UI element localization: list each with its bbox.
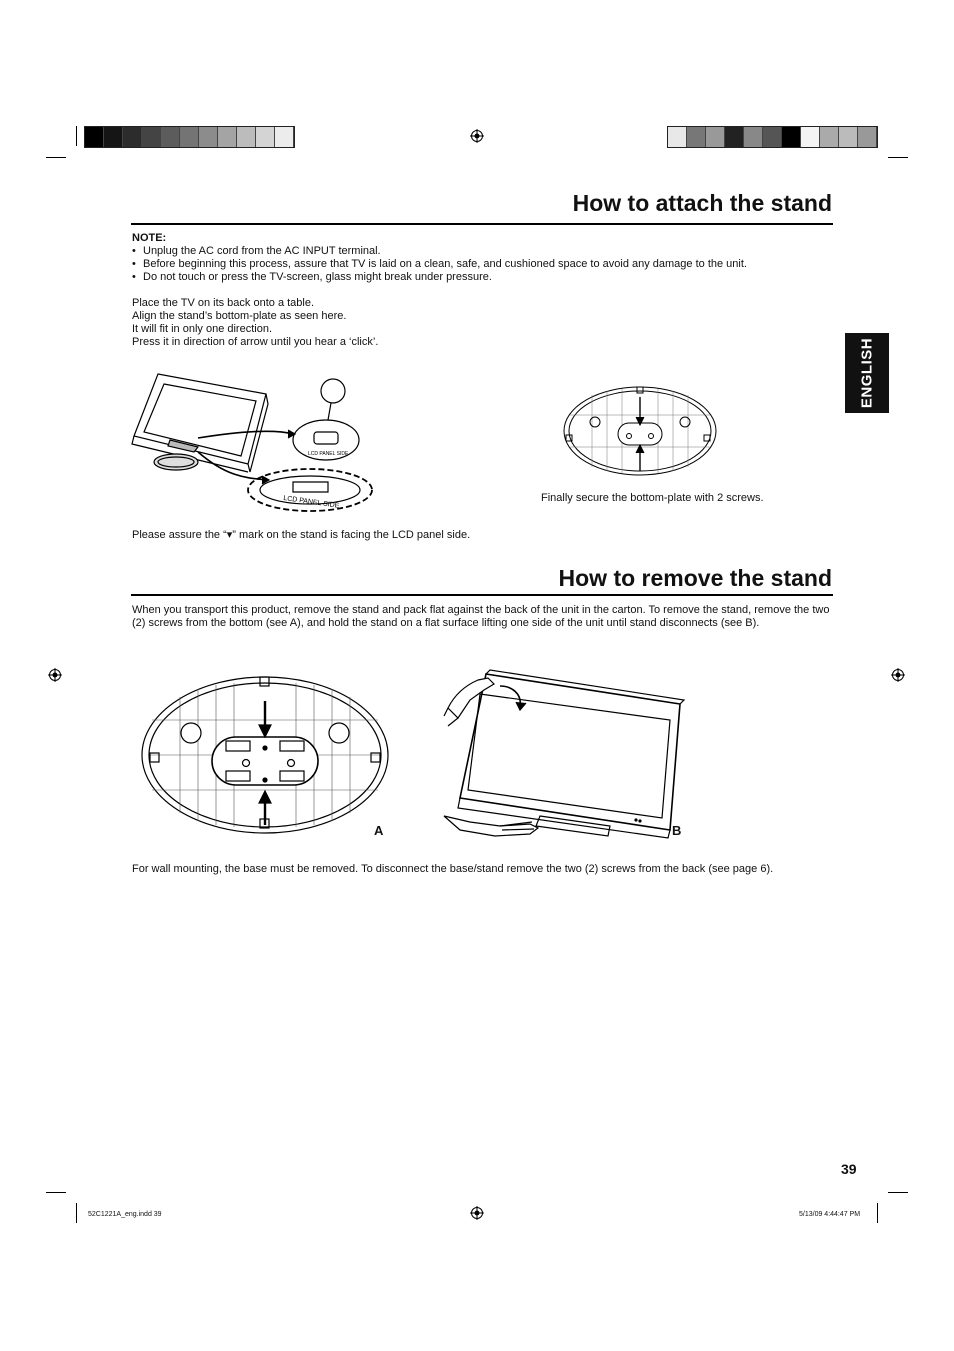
lcd-panel-side-large-label: LCD PANEL SIDE — [282, 494, 340, 510]
step-line: Press it in direction of arrow until you hear a ‘click’. — [132, 336, 379, 348]
registration-mark-icon — [891, 668, 905, 682]
screw-caption: Finally secure the bottom-plate with 2 screws. — [541, 492, 764, 504]
crop-mark-bottom-left-v — [76, 1203, 77, 1223]
crop-mark-top-right-h — [888, 157, 908, 158]
language-tab — [845, 333, 889, 413]
footer-timestamp: 5/13/09 4:44:47 PM — [799, 1211, 861, 1218]
note-item: • Unplug the AC cord from the AC INPUT terminal. — [132, 245, 832, 258]
remove-paragraph: When you transport this product, remove the stand and pack flat against the back of the unit in the carton. To remove the stand, remove the two (2) screws from the bottom (see A), and hold the stand on a flat surface lifting one side of the unit until stand disconnects (see B). — [132, 604, 830, 629]
registration-mark-icon — [48, 668, 62, 682]
attach-steps — [132, 297, 632, 349]
figure-b-label: B — [672, 823, 682, 838]
note-item: • Before beginning this process, assure that TV is laid on a clean, safe, and cushioned space to avoid any damage to the unit. — [132, 258, 832, 271]
remove-title-rule — [131, 594, 833, 596]
remove-section-title: How to remove the stand — [558, 565, 832, 591]
note-item: • Do not touch or press the TV-screen, glass might break under pressure. — [132, 271, 832, 284]
step-line: Place the TV on its back onto a table. — [132, 297, 315, 309]
language-tab-label: ENGLISH — [858, 337, 876, 409]
mark-caption: Please assure the “▾” mark on the stand is facing the LCD panel side. — [132, 529, 471, 541]
crop-mark-top-left-v — [76, 126, 77, 146]
step-line: It will fit in only one direction. — [132, 323, 273, 335]
crop-mark-bottom-right-v — [877, 1203, 878, 1223]
attach-note — [132, 232, 832, 284]
figure-a-label: A — [374, 823, 384, 838]
footer-filename: 52C1221A_eng.indd 39 — [88, 1211, 162, 1218]
color-bar-right — [667, 126, 878, 148]
crop-mark-bottom-right-h — [888, 1192, 908, 1193]
crop-mark-bottom-left-h — [46, 1192, 66, 1193]
note-title: NOTE: — [132, 232, 167, 244]
registration-mark-icon — [470, 1206, 484, 1220]
wall-mount-note: For wall mounting, the base must be removed. To disconnect the base/stand remove the two (2) screws from the back (see page 6). — [132, 863, 774, 875]
bottom-plate-screws-illustration — [562, 385, 718, 477]
color-bar-left — [84, 126, 295, 148]
stand-bottom-screws-illustration — [140, 675, 390, 835]
step-line: Align the stand’s bottom-plate as seen here. — [132, 310, 347, 322]
lcd-panel-side-small-label: LCD PANEL SIDE — [308, 451, 349, 457]
attach-title-rule — [131, 223, 833, 225]
page-number: 39 — [841, 1161, 857, 1177]
note-list — [132, 245, 832, 284]
attach-section-title: How to attach the stand — [572, 190, 832, 216]
tv-stand-alignment-illustration — [128, 368, 378, 518]
crop-mark-top-left-h — [46, 157, 66, 158]
tv-lifting-illustration — [440, 666, 690, 841]
registration-mark-icon — [470, 129, 484, 143]
